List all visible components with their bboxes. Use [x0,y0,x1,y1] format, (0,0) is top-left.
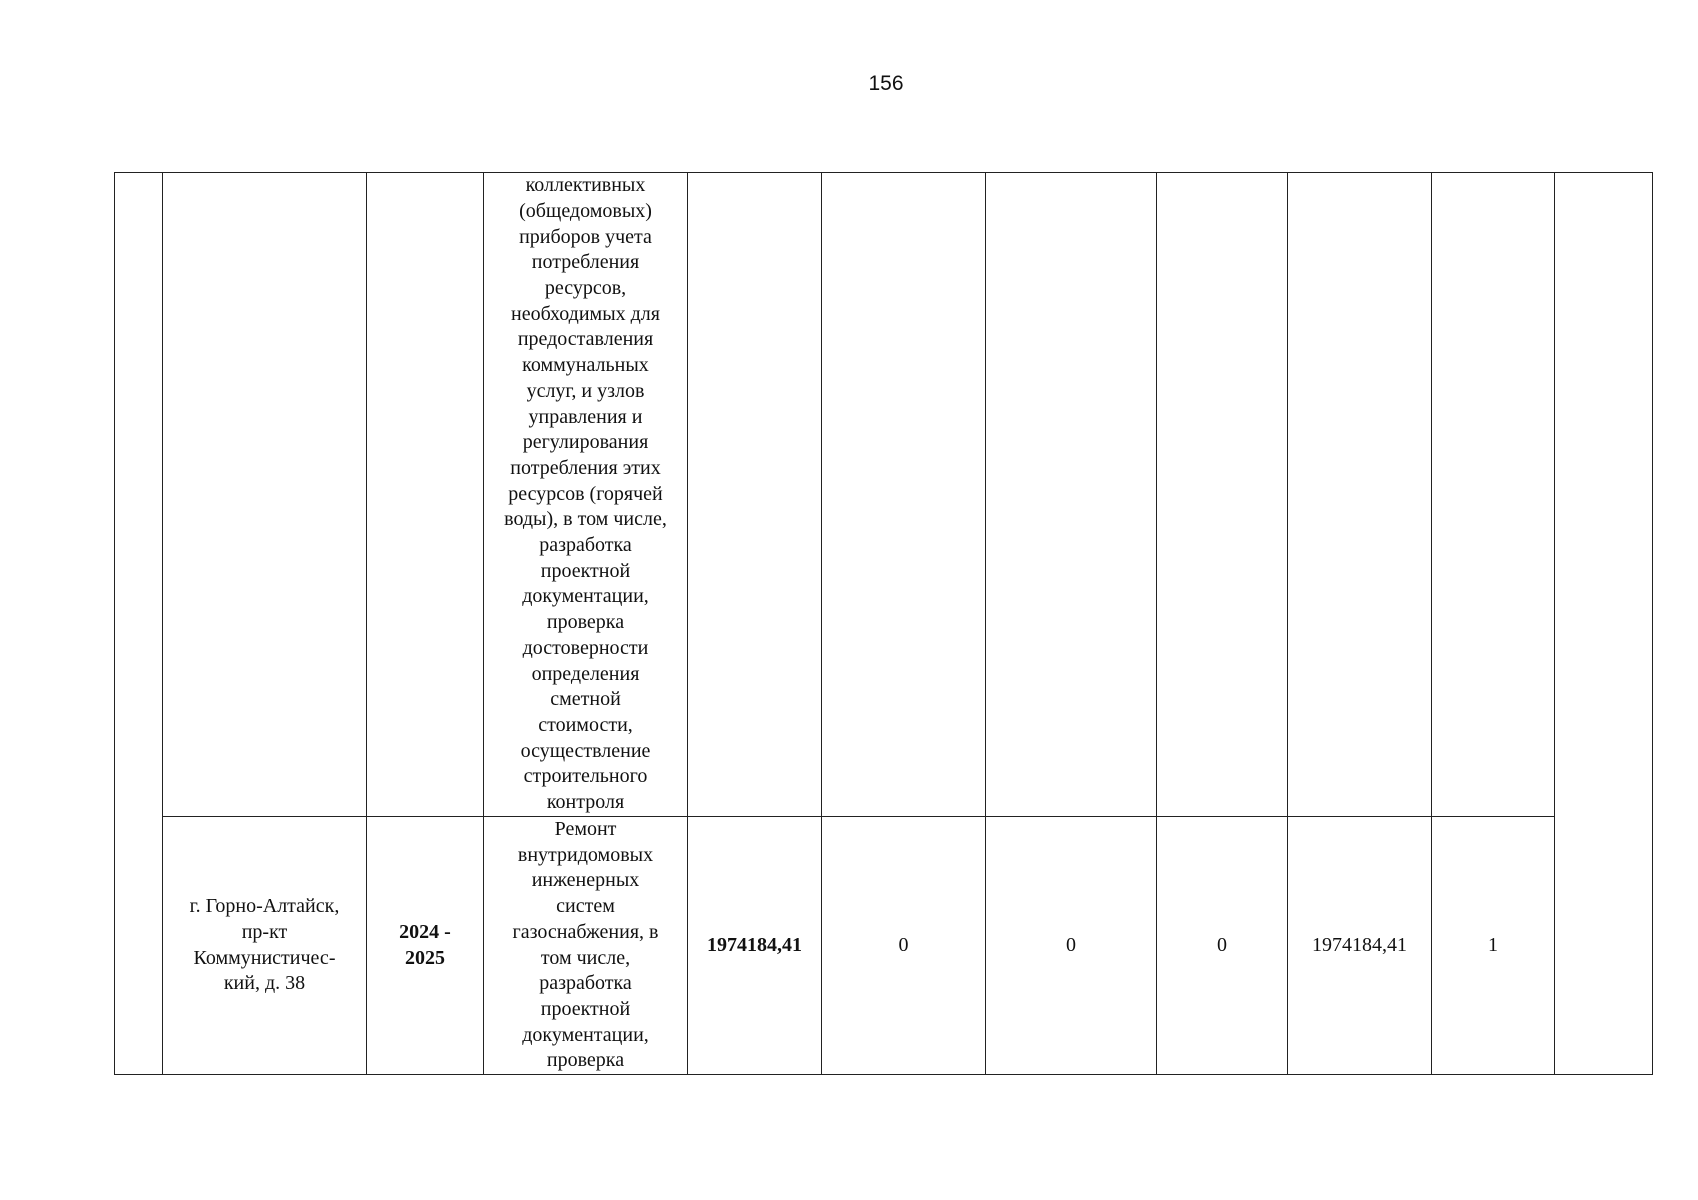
count-cell: 1 [1432,817,1555,1075]
page-number: 156 [868,72,904,95]
row-number-cell [115,173,163,1075]
funding-cell: 1974184,41 [1288,817,1432,1075]
funding-cell: 0 [1157,817,1288,1075]
funding-cell [1288,173,1432,817]
period-cell: 2024 - 2025 [367,817,484,1075]
total-cost-cell [688,173,822,817]
table-row [115,173,1653,817]
funding-cell: 0 [986,817,1157,1075]
funding-cell [1157,173,1288,817]
address-cell [163,173,367,817]
funding-cell [986,173,1157,817]
work-description-cell: коллективных (общедомовых) приборов учета потребления ресурсов, необходимых для предоставления коммунальных услуг, и узлов управления и регулирования потребления этих ресурсов (горячей воды), в том числе, разработка проектной документации, проверка достоверности определения сметной стоимости, осуществление строительного контроля [484,173,688,817]
period-cell [367,173,484,817]
address-cell: г. Горно-Алтайск, пр-кт Коммунистичес- кий, д. 38 [163,817,367,1075]
funding-cell [822,173,986,817]
count-cell [1432,173,1555,817]
funding-cell: 0 [822,817,986,1075]
total-cost-cell: 1974184,41 [688,817,822,1075]
table-row [115,817,1653,1075]
work-schedule-table [114,172,1653,1075]
notes-cell [1555,173,1653,1075]
work-description-cell: Ремонт внутридомовых инженерных систем газоснабжения, в том числе, разработка проектной документации, проверка [484,817,688,1075]
